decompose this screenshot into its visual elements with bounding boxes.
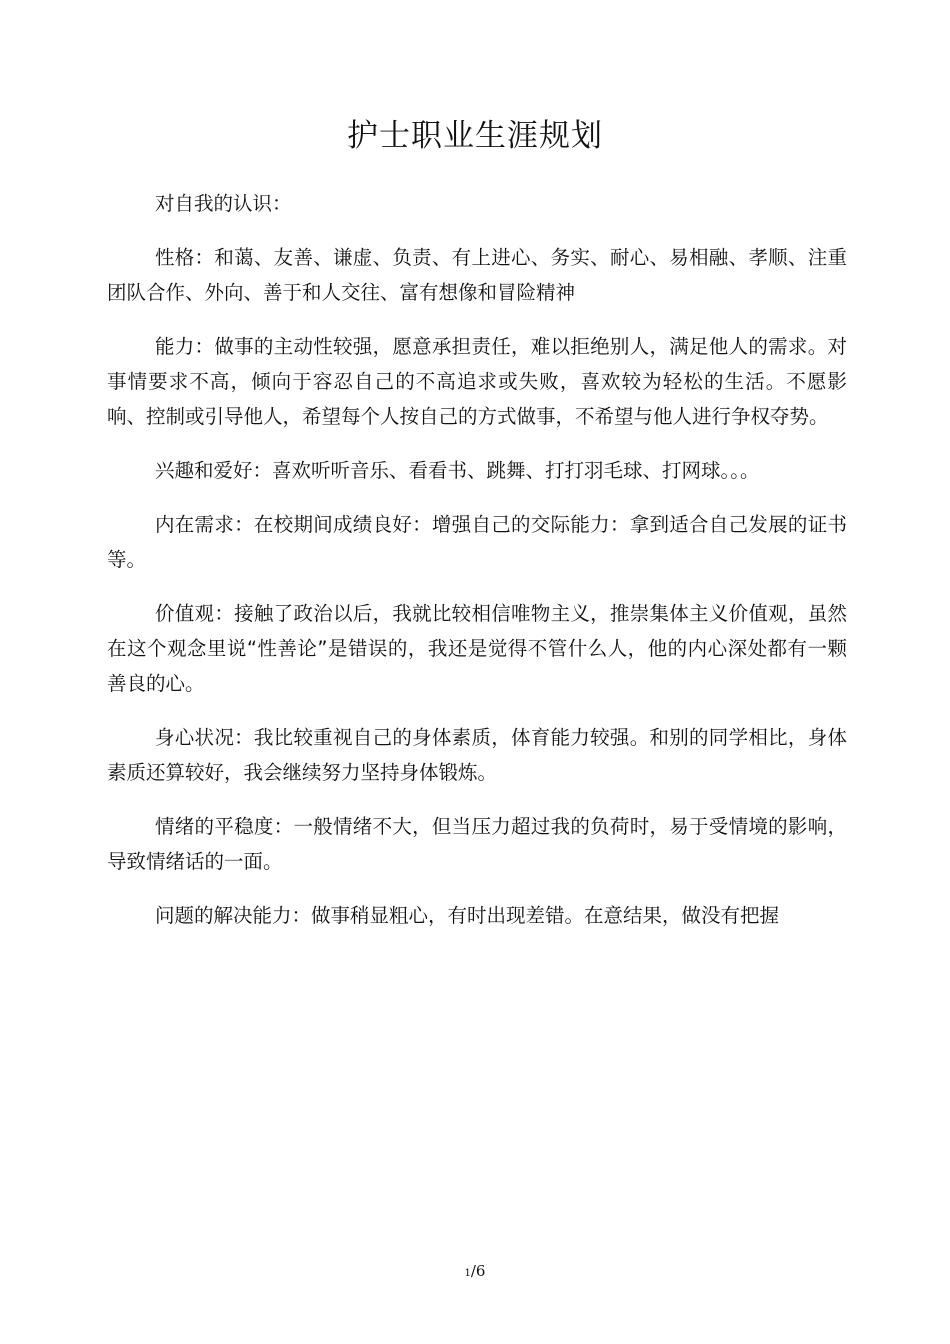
paragraph-ability: 能力：做事的主动性较强，愿意承担责任，难以拒绝别人，满足他人的需求。对事情要求不高，倾向于容忍自己的不高追求或失败，喜欢较为轻松的生活。不愿影响、控制或引导他人，希望每个人按自己的方式做事，不希望与他人进行争权夺势。 (107, 335, 847, 428)
paragraph-personality: 性格：和蔼、友善、谦虚、负责、有上进心、务实、耐心、易相融、孝顺、注重团队合作、外向、善于和人交往、富有想像和冒险精神 (107, 246, 847, 304)
page-number-current: 1 (464, 1268, 471, 1279)
paragraph-emotional-stability: 情绪的平稳度：一般情绪不大，但当压力超过我的负荷时，易于受情境的影响，导致情绪话的一面。 (107, 815, 847, 873)
paragraph-interests: 兴趣和爱好：喜欢听听音乐、看看书、跳舞、打打羽毛球、打网球。。。 (155, 459, 760, 482)
paragraph-self-knowledge: 对自我的认识： (155, 192, 292, 215)
page-number-total: /6 (470, 1262, 486, 1280)
page-number (0, 1262, 950, 1280)
document-body (107, 186, 847, 952)
paragraph-values: 价值观：接触了政治以后，我就比较相信唯物主义，推崇集体主义价值观，虽然在这个观念里说“性善论”是错误的，我还是觉得不管什么人，他的内心深处都有一颗善良的心。 (107, 602, 847, 695)
paragraph-problem-solving: 问题的解决能力：做事稍显粗心，有时出现差错。在意结果，做没有把握 (155, 904, 780, 927)
paragraph-inner-needs: 内在需求：在校期间成绩良好：增强自己的交际能力：拿到适合自己发展的证书等。 (107, 513, 847, 571)
paragraph-health: 身心状况：我比较重视自己的身体素质，体育能力较强。和别的同学相比，身体素质还算较好，我会继续努力坚持身体锻炼。 (107, 726, 847, 784)
document-title: 护士职业生涯规划 (347, 118, 603, 154)
